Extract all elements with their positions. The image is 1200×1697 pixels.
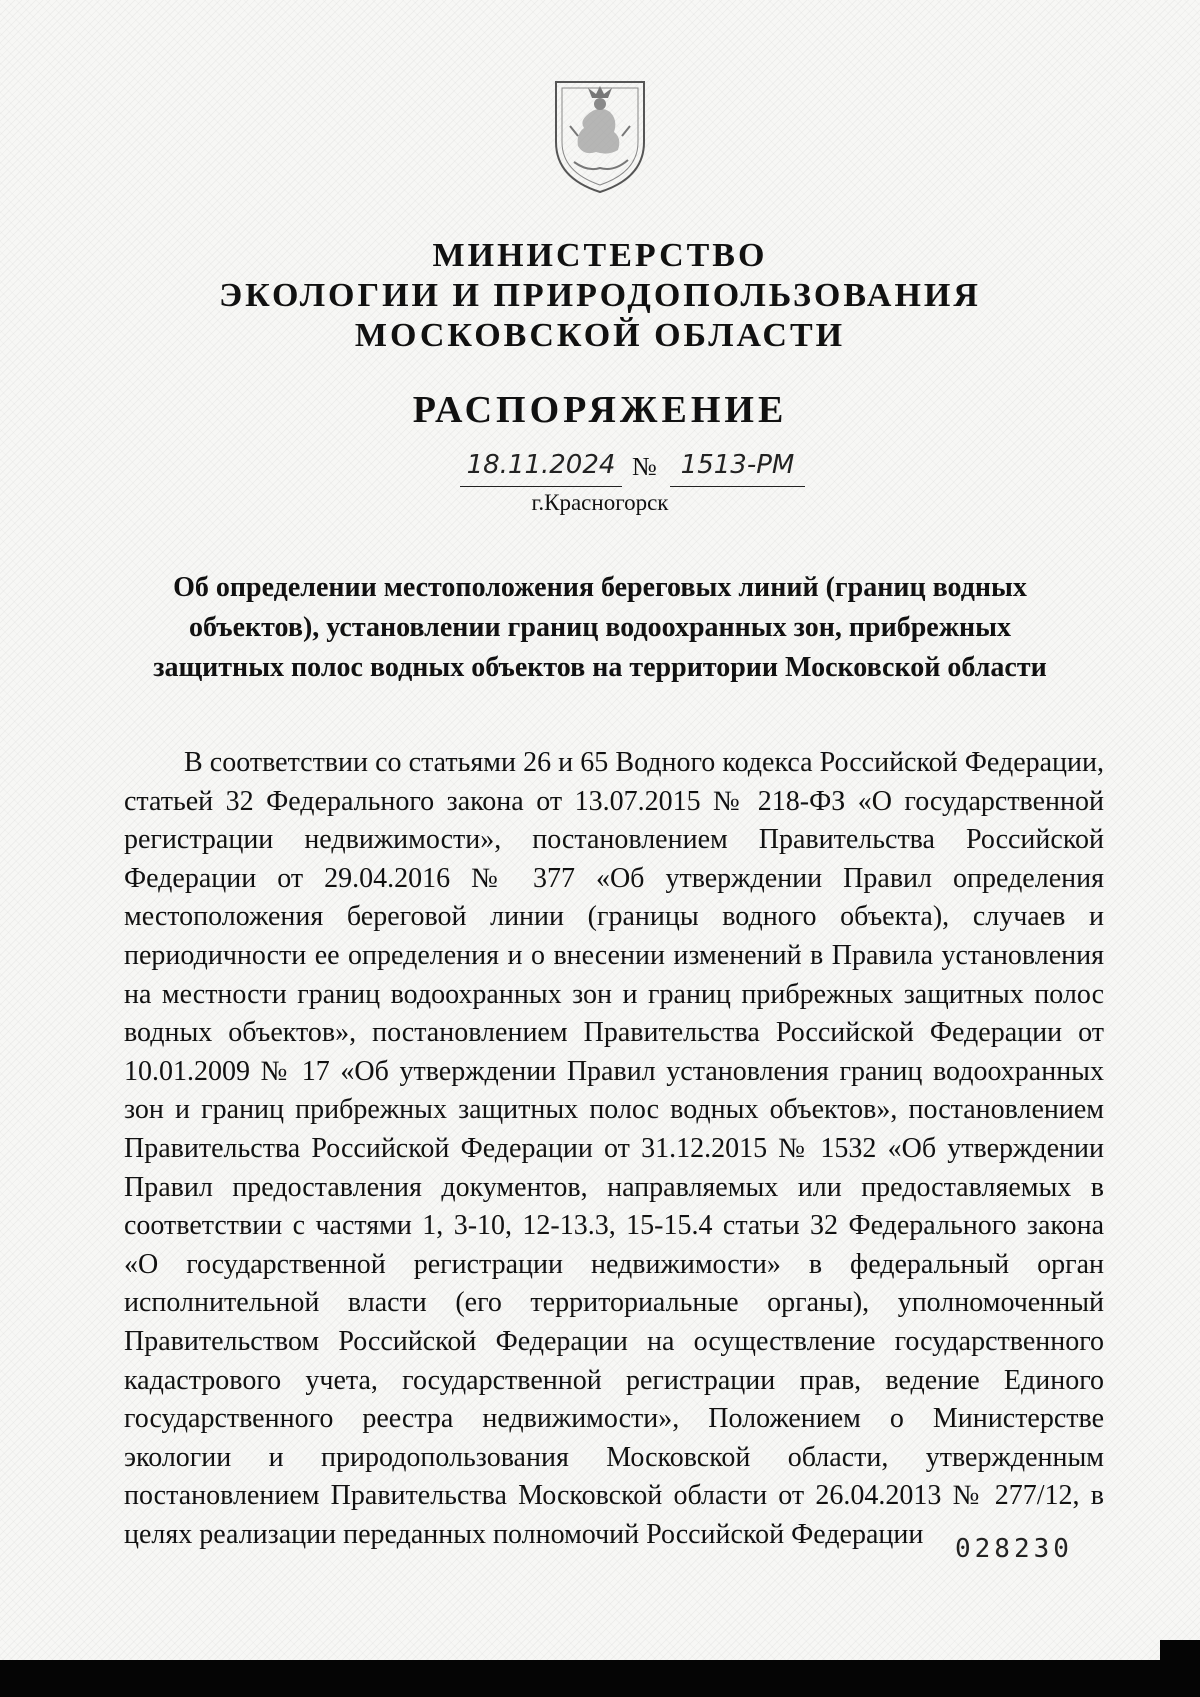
subject-line-2: объектов), установлении границ водоохранных зон, прибрежных bbox=[188, 612, 1012, 643]
number-sign: № bbox=[632, 452, 657, 481]
document-subject bbox=[150, 568, 1050, 688]
date-number-line bbox=[460, 450, 805, 490]
scan-corner-edge bbox=[1160, 1640, 1200, 1697]
subject-line-3: защитных полос водных объектов на территории Московской области bbox=[153, 652, 1047, 683]
body-paragraph: В соответствии со статьями 26 и 65 Водного кодекса Российской Федерации, статьей 32 Федерального закона от 13.07.2015 № 218-ФЗ «О государственной регистрации недвижимости», постановлением Правительства Российской Федерации от 29.04.2016 № 377 «Об утверждении Правил определения местоположения береговой линии (границы водного объекта), случаев и периодичности ее определения и о внесении изменений в Правила установления на местности границ водоохранных зон и границ прибрежных защитных полос водных объектов», постановлением Правительства Российской Федерации от 10.01.2009 № 17 «Об утверждении Правил установления границ водоохранных зон и границ прибрежных защитных полос водных объектов», постановлением Правительства Российской Федерации от 31.12.2015 № 1532 «Об утверждении Правил предоставления документов, направляемых или предоставляемых в соответствии с частями 1, 3-10, 12-13.3, 15-15.4 статьи 32 Федерального закона «О государственной регистрации недвижимости» в федеральный орган исполнительной власти (его территориальные органы), уполномоченный Правительством Российской Федерации на осуществление государственного кадастрового учета, государственной регистрации прав, ведение Единого государственного реестра недвижимости», Положением о Министерстве экологии и природопользования Московской области, утвержденным постановлением Правительства Московской области от 26.04.2013 № 277/12, в целях реализации переданных полномочий Российской Федерации bbox=[124, 747, 1104, 1550]
ministry-line-3: МОСКОВСКОЙ ОБЛАСТИ bbox=[354, 317, 846, 354]
document-type-title: РАСПОРЯЖЕНИЕ bbox=[412, 389, 788, 431]
city-name: г.Красногорск bbox=[531, 490, 669, 515]
ministry-line-1: МИНИСТЕРСТВО bbox=[432, 237, 768, 274]
number-underline bbox=[670, 486, 805, 487]
form-number: 028230 bbox=[955, 1534, 1073, 1564]
coat-of-arms-icon bbox=[548, 76, 652, 196]
ministry-name bbox=[0, 236, 1200, 356]
scan-bottom-edge bbox=[0, 1660, 1200, 1697]
document-date: 18.11.2024 bbox=[466, 450, 616, 480]
ministry-line-2: ЭКОЛОГИИ И ПРИРОДОПОЛЬЗОВАНИЯ bbox=[219, 277, 981, 314]
subject-line-1: Об определении местоположения береговых линий (границ водных bbox=[173, 572, 1027, 603]
date-underline bbox=[460, 486, 622, 487]
document-number: 1513-РМ bbox=[680, 450, 795, 480]
